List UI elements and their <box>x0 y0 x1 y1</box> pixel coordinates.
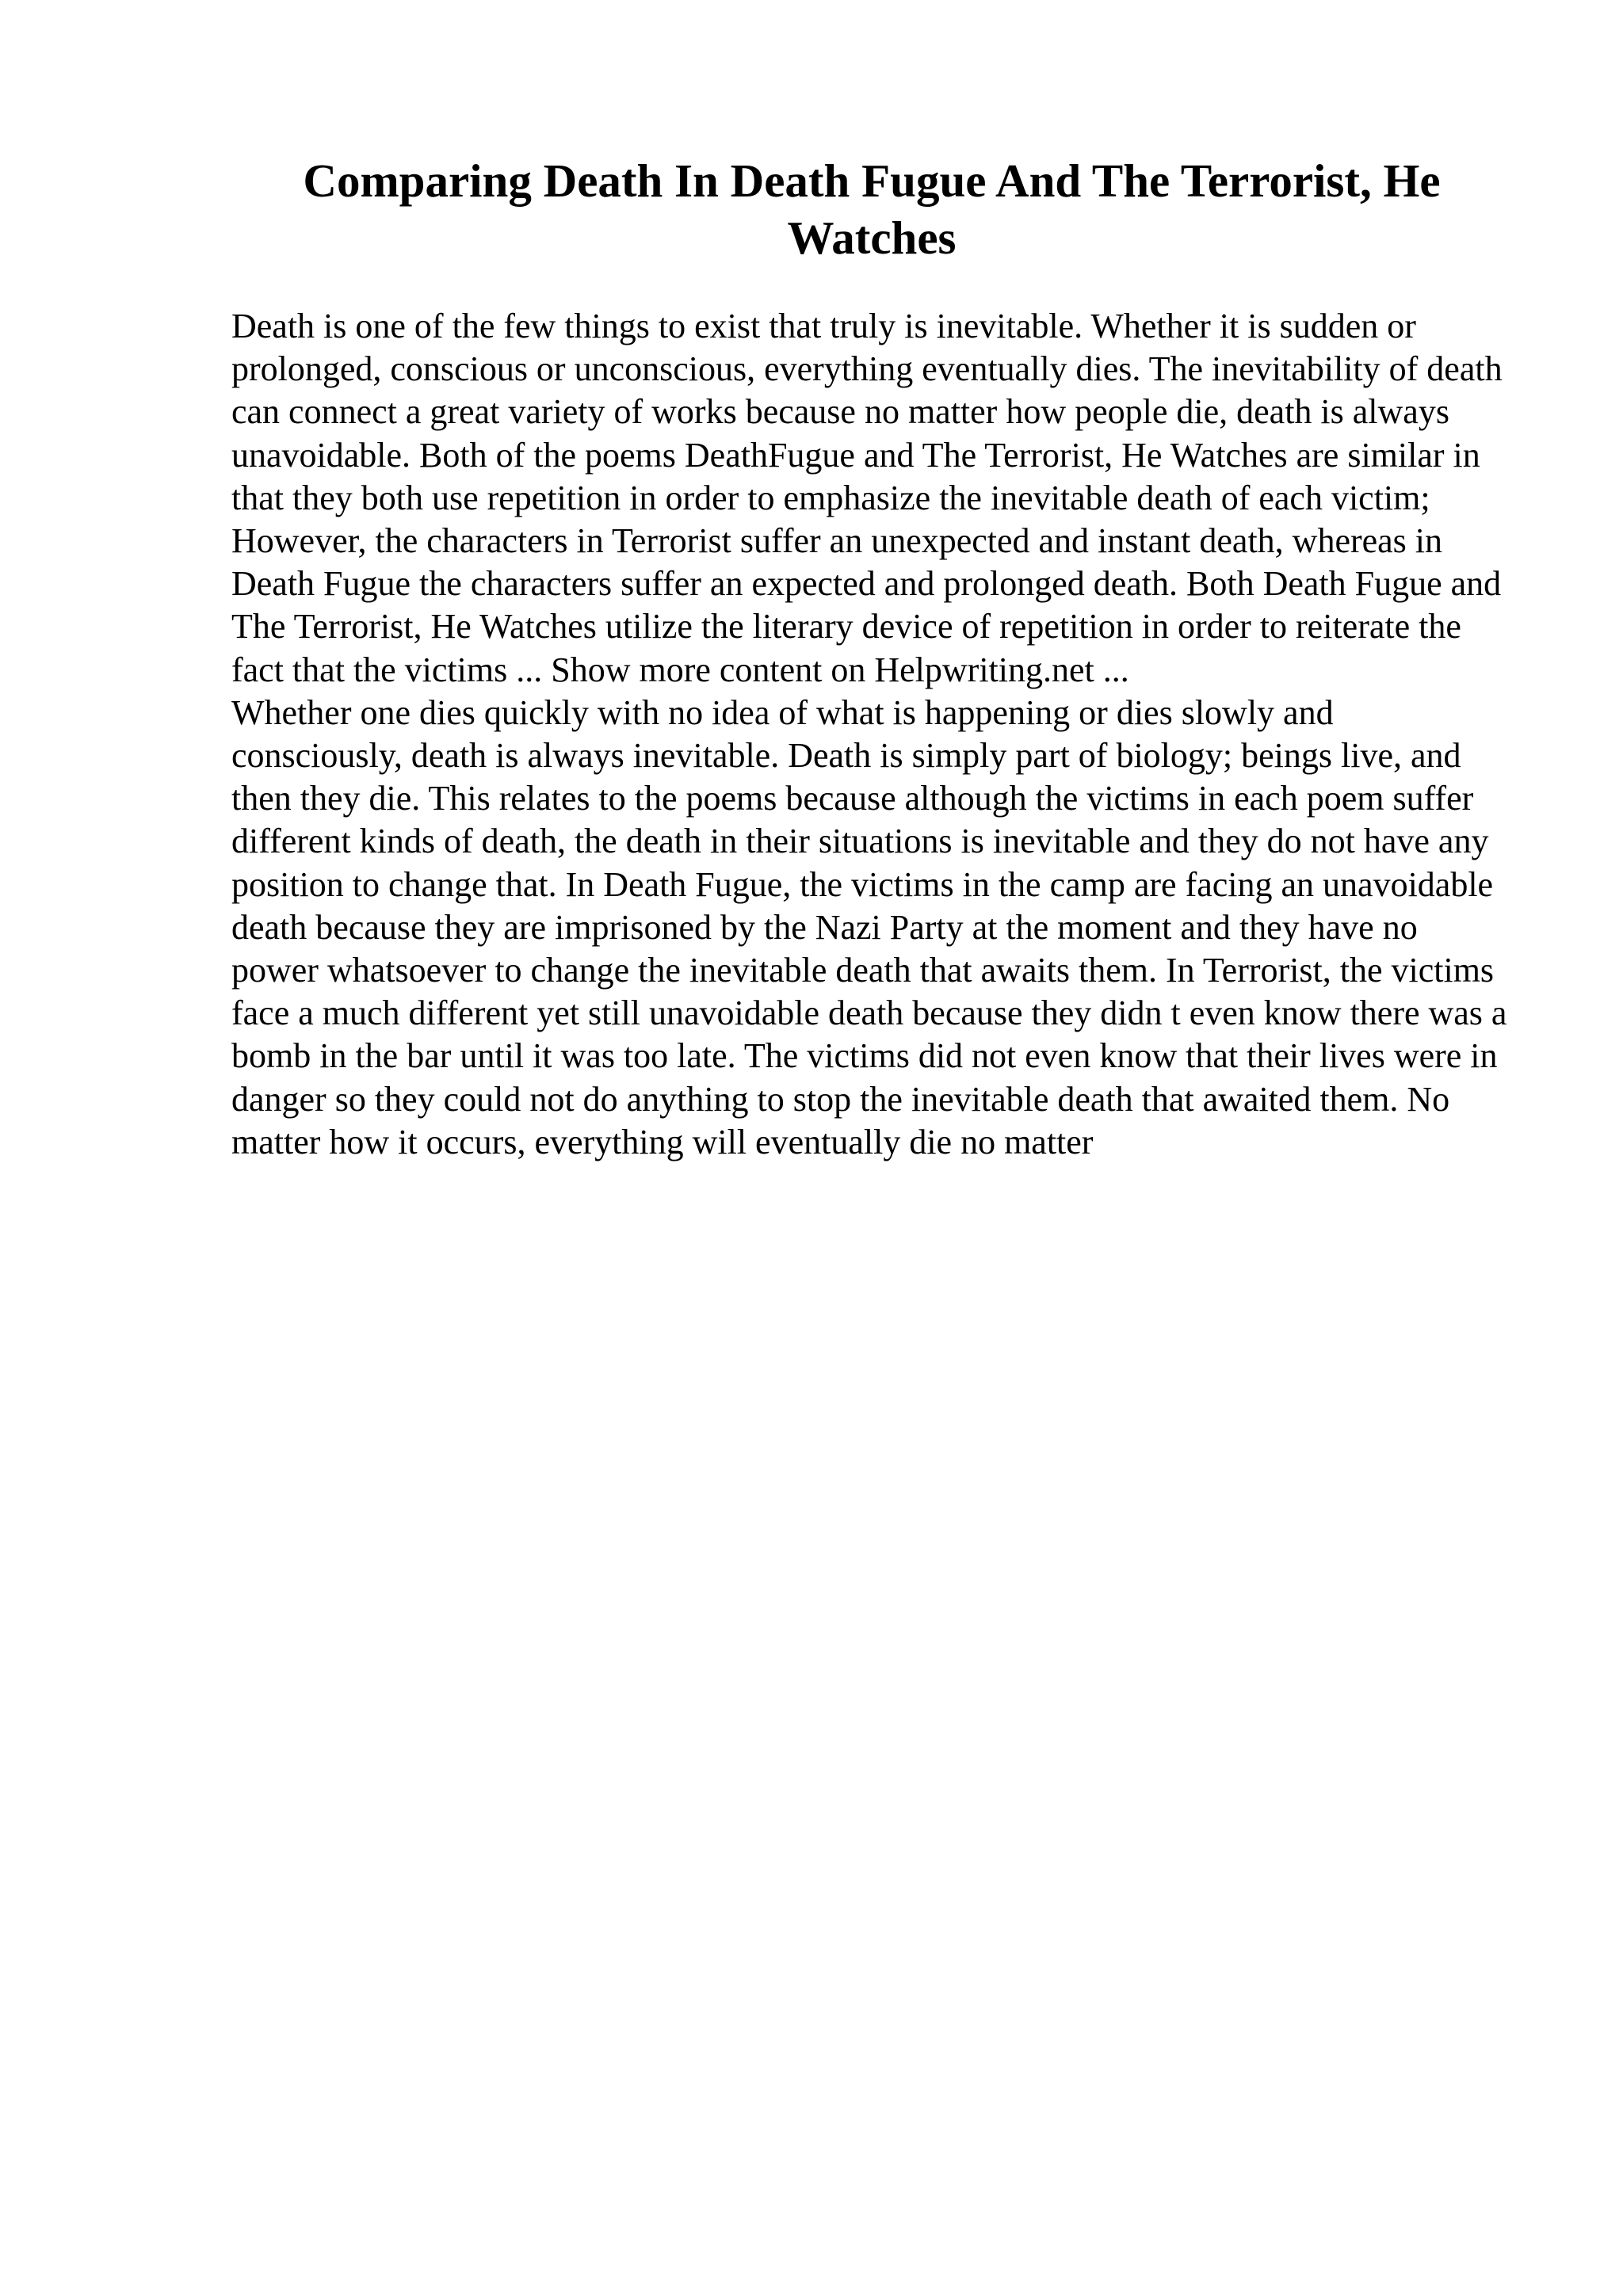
document-title: Comparing Death In Death Fugue And The Terrorist, He Watches <box>303 154 1441 264</box>
body-paragraph: Whether one dies quickly with no idea of what is happening or dies slowly and consciously, death is always inevitable. Death is simply part of biology; beings live, and then they die. This relates to the poems because although the victims in each poem suffer different kinds of death, the death in their situations is inevitable and they do not have any position to change that. In Death Fugue, the victims in the camp are facing an unavoidable death because they are imprisoned by the Nazi Party at the moment and they have no power whatsoever to change the inevitable death that awaits them. In Terrorist, the victims face a much different yet still unavoidable death because they didn t even know there was a bomb in the bar until it was too late. The victims did not even know that their lives were in danger so they could not do anything to stop the inevitable death that awaited them. No matter how it occurs, everything will eventually die no matter <box>231 692 1507 1161</box>
body-paragraph: Death is one of the few things to exist that truly is inevitable. Whether it is sudden or prolonged, conscious or unconscious, everything eventually dies. The inevitability of death can connect a great variety of works because no matter how people die, death is always unavoidable. Both of the poems DeathFugue and The Terrorist, He Watches are similar in that they both use repetition in order to emphasize the inevitable death of each victim; However, the characters in Terrorist suffer an unexpected and instant death, whereas in Death Fugue the characters suffer an expected and prolonged death. Both Death Fugue and The Terrorist, He Watches utilize the literary device of repetition in order to reiterate the fact that the victims ... Show more content on Helpwriting.net ... <box>231 307 1503 689</box>
document-body <box>231 305 1512 1164</box>
